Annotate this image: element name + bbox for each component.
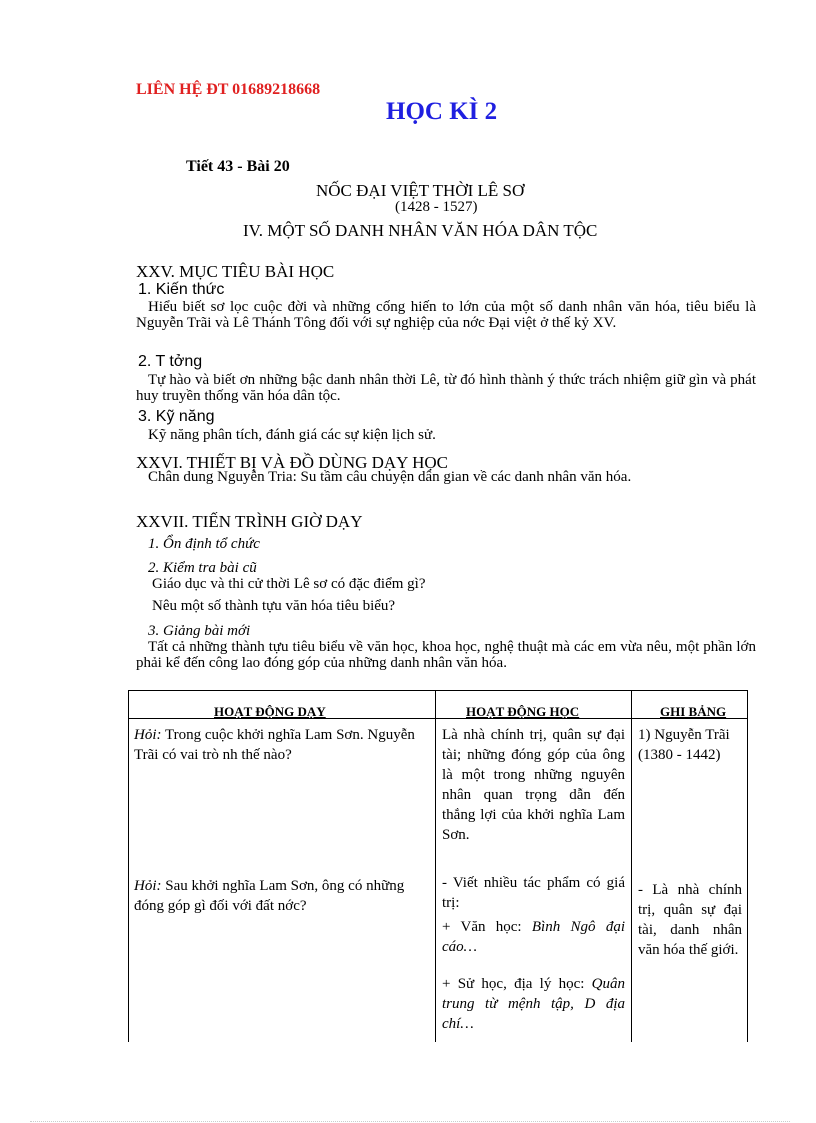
lesson-table [128,690,748,1042]
procedure-heading: XXVII. TIẾN TRÌNH GIỜ DẠY [136,512,363,531]
objectives-heading: XXV. MỤC TIÊU BÀI HỌC [136,262,335,281]
row2-question: Sau khởi nghĩa Lam Sơn, ông có những đóng góp gì đối với đất nớc? [134,878,405,914]
step-1: 1. Ổn định tổ chức [148,536,260,552]
thought-text [136,372,756,404]
equipment-text-content: Chân dung Nguyễn Tria: Su tầm câu chuyện dân gian về các danh nhân văn hóa. [148,469,632,485]
skill-text [136,427,756,443]
skill-label: 3. Kỹ năng [138,408,215,425]
intro-text-content: Tất cả những thành tựu tiêu biểu về văn học, khoa học, nghệ thuật mà các em vừa nêu, một phần lớn phải kể đến công lao đóng góp của những danh nhân văn hóa. [136,639,756,671]
row2-learning-c [442,974,625,1034]
lesson-period: (1428 - 1527) [395,199,478,215]
thought-text-content: Tự hào và biết ơn những bậc danh nhân thời Lê, từ đó hình thành ý thức trách nhiệm giữ gìn và phát huy truyền thống văn hóa dân tộc. [136,372,756,404]
row1-board: 1) Nguyễn Trãi (1380 - 1442) [638,727,730,763]
equipment-text [136,469,756,485]
review-question-2: Nêu một số thành tựu văn hóa tiêu biểu? [152,598,396,614]
semester-title: HỌC KÌ 2 [386,98,498,125]
row2-learning-a: - Viết nhiều tác phẩm có giá trị: [442,875,625,911]
row2-learning-b [442,917,625,957]
row1-question: Trong cuộc khởi nghĩa Lam Sơn. Nguyễn Trãi có vai trò nh thế nào? [134,727,415,763]
intro-text [136,639,756,671]
row1-question-prefix: Hỏi: [134,727,162,743]
thought-label: 2. T tởng [138,353,203,370]
contact-phone: LIÊN HỆ ĐT 01689218668 [136,81,321,98]
header-board: GHI BẢNG [660,704,727,719]
row1-teaching [134,725,430,765]
table-left-border [128,690,129,1042]
lesson-number: Tiết 43 - Bài 20 [186,158,290,175]
row2-learning-c-works: Quân trung từ mệnh tập, D địa chí… [442,976,625,1032]
knowledge-text-content: Hiểu biết sơ lọc cuộc đời và những cống hiến to lớn của một số danh nhân văn hóa, tiêu biểu là Nguyễn Trãi và Lê Thánh Tông đối với sự nghiệp của nớc Đại việt ở thế kỷ XV. [136,299,756,331]
equipment-heading: XXVI. THIẾT BỊ VÀ ĐỒ DÙNG DẠY HỌC [136,453,448,472]
row1-learning: Là nhà chính trị, quân sự đại tài; những đóng góp của ông là một trong những nguyên nhân quan trọng dẫn đến thắng lợi của khởi nghĩa Lam Sơn. [442,727,625,843]
header-learning: HOẠT ĐỘNG HỌC [466,704,580,719]
row2-question-prefix: Hỏi: [134,878,162,894]
row2-learning-c-label: + Sử học, địa lý học: [442,976,592,992]
row2-learning-b-works: Bình Ngô đại cáo… [442,919,625,955]
lesson-title: NỐC ĐẠI VIỆT THỜI LÊ SƠ [316,181,525,200]
knowledge-text [136,299,756,331]
table-top-border [128,690,748,691]
row2-board: - Là nhà chính trị, quân sự đại tài, danh nhân văn hóa thế giới. [638,882,742,958]
table-col-divider-1 [435,690,436,1042]
review-question-1: Giáo dục và thi cử thời Lê sơ có đặc điểm gì? [152,576,426,592]
table-col-divider-2 [631,690,632,1042]
page-footer-line [30,1121,790,1122]
table-right-border [747,690,748,1042]
knowledge-label: 1. Kiến thức [138,281,225,298]
header-teaching: HOẠT ĐỘNG DẠY [214,704,326,719]
lesson-subtitle: IV. MỘT SỐ DANH NHÂN VĂN HÓA DÂN TỘC [243,221,598,240]
step-2: 2. Kiểm tra bài cũ [148,560,257,576]
row2-teaching [134,876,430,916]
step-3: 3. Giảng bài mới [148,623,251,639]
row2-learning-b-label: + Văn học: [442,919,532,935]
skill-text-content: Kỹ năng phân tích, đánh giá các sự kiện lịch sử. [148,427,436,443]
